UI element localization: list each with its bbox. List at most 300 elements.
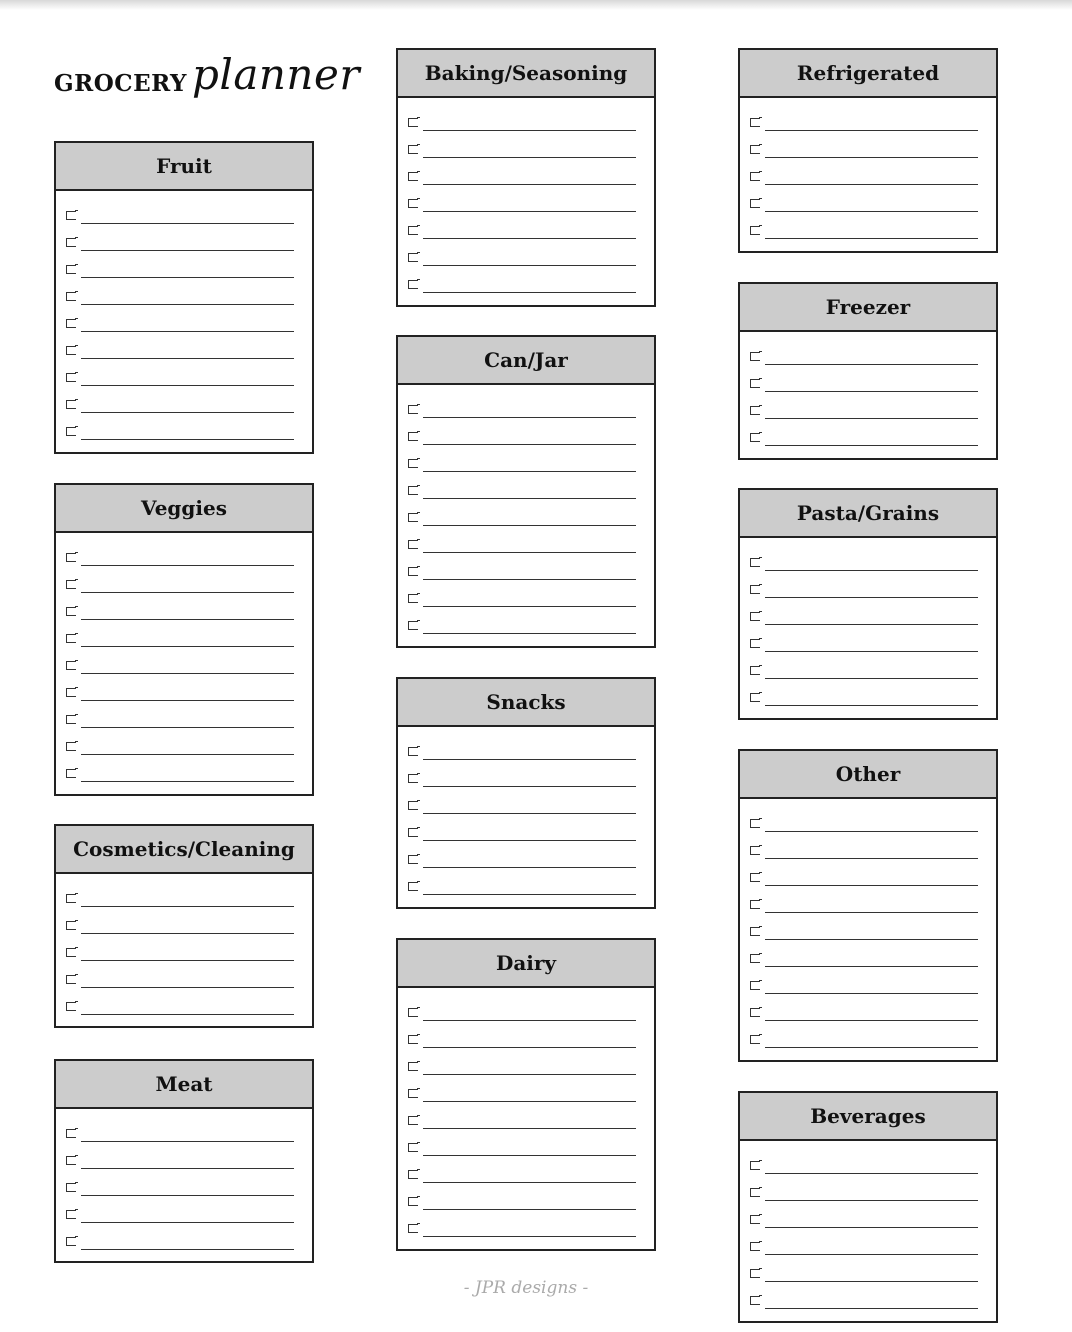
section-header: Refrigerated <box>740 50 996 98</box>
write-line[interactable] <box>81 754 294 755</box>
write-line[interactable] <box>765 157 978 158</box>
section-header: Dairy <box>398 940 654 988</box>
write-line[interactable] <box>81 1141 294 1142</box>
list-item <box>56 624 312 651</box>
write-line[interactable] <box>765 1200 978 1201</box>
write-line[interactable] <box>423 1209 636 1210</box>
checkbox-icon[interactable] <box>408 882 418 891</box>
write-line[interactable] <box>81 304 294 305</box>
list-item <box>398 449 654 476</box>
list-item <box>56 390 312 417</box>
write-line[interactable] <box>423 471 636 472</box>
list-item <box>740 998 996 1025</box>
list-item <box>740 1286 996 1313</box>
checkbox-icon[interactable] <box>66 1156 76 1165</box>
item-list <box>740 1141 996 1313</box>
section-snacks <box>396 677 656 909</box>
list-item <box>740 189 996 216</box>
checkbox-icon[interactable] <box>750 1188 760 1197</box>
write-line[interactable] <box>423 238 636 239</box>
list-item <box>740 396 996 423</box>
write-line[interactable] <box>423 813 636 814</box>
checkbox-icon[interactable] <box>408 1224 418 1233</box>
list-item <box>398 1187 654 1214</box>
section-header: Pasta/Grains <box>740 490 996 538</box>
write-line[interactable] <box>81 673 294 674</box>
list-item <box>398 557 654 584</box>
list-item <box>56 1119 312 1146</box>
list-item <box>398 998 654 1025</box>
write-line[interactable] <box>423 786 636 787</box>
list-item <box>740 1205 996 1232</box>
title-main: GROCERY <box>54 70 187 97</box>
list-item <box>56 1146 312 1173</box>
write-line[interactable] <box>423 184 636 185</box>
checkbox-icon[interactable] <box>408 253 418 262</box>
write-line[interactable] <box>423 498 636 499</box>
write-line[interactable] <box>765 678 978 679</box>
list-item <box>56 543 312 570</box>
list-item <box>398 737 654 764</box>
write-line[interactable] <box>81 1249 294 1250</box>
write-line[interactable] <box>423 552 636 553</box>
write-line[interactable] <box>765 1173 978 1174</box>
section-header: Meat <box>56 1061 312 1109</box>
list-item <box>740 602 996 629</box>
list-item <box>398 1133 654 1160</box>
write-line[interactable] <box>765 831 978 832</box>
list-item <box>740 917 996 944</box>
section-beverages <box>738 1091 998 1323</box>
checkbox-icon[interactable] <box>408 459 418 468</box>
write-line[interactable] <box>81 906 294 907</box>
write-line[interactable] <box>423 894 636 895</box>
checkbox-icon[interactable] <box>66 948 76 957</box>
checkbox-icon[interactable] <box>750 666 760 675</box>
write-line[interactable] <box>765 993 978 994</box>
write-line[interactable] <box>765 939 978 940</box>
checkbox-icon[interactable] <box>750 1215 760 1224</box>
checkbox-icon[interactable] <box>408 405 418 414</box>
list-item <box>398 611 654 638</box>
checkbox-icon[interactable] <box>408 172 418 181</box>
list-item <box>398 216 654 243</box>
write-line[interactable] <box>765 1281 978 1282</box>
checkbox-icon[interactable] <box>408 432 418 441</box>
checkbox-icon[interactable] <box>408 226 418 235</box>
section-header: Veggies <box>56 485 312 533</box>
list-item <box>56 201 312 228</box>
section-header: Cosmetics/Cleaning <box>56 826 312 874</box>
list-item <box>398 243 654 270</box>
section-header: Snacks <box>398 679 654 727</box>
checkbox-icon[interactable] <box>750 352 760 361</box>
list-item <box>56 417 312 444</box>
list-item <box>398 764 654 791</box>
checkbox-icon[interactable] <box>750 954 760 963</box>
checkbox-icon[interactable] <box>750 693 760 702</box>
write-line[interactable] <box>765 184 978 185</box>
list-item <box>740 108 996 135</box>
item-list <box>56 874 312 1019</box>
list-item <box>740 863 996 890</box>
list-item <box>56 732 312 759</box>
checkbox-icon[interactable] <box>66 1183 76 1192</box>
list-item <box>56 282 312 309</box>
write-line[interactable] <box>765 445 978 446</box>
item-list <box>398 727 654 899</box>
write-line[interactable] <box>765 597 978 598</box>
checkbox-icon[interactable] <box>66 400 76 409</box>
checkbox-icon[interactable] <box>750 846 760 855</box>
write-line[interactable] <box>423 525 636 526</box>
list-item <box>398 1106 654 1133</box>
write-line[interactable] <box>81 781 294 782</box>
item-list <box>398 385 654 638</box>
checkbox-icon[interactable] <box>750 873 760 882</box>
checkbox-icon[interactable] <box>66 238 76 247</box>
list-item <box>740 135 996 162</box>
checkbox-icon[interactable] <box>750 199 760 208</box>
checkbox-icon[interactable] <box>66 742 76 751</box>
section-header: Fruit <box>56 143 312 191</box>
checkbox-icon[interactable] <box>750 1269 760 1278</box>
write-line[interactable] <box>81 727 294 728</box>
write-line[interactable] <box>423 292 636 293</box>
list-item <box>740 1025 996 1052</box>
list-item <box>398 270 654 297</box>
checkbox-icon[interactable] <box>66 769 76 778</box>
write-line[interactable] <box>765 1047 978 1048</box>
list-item <box>398 791 654 818</box>
checkbox-icon[interactable] <box>408 1062 418 1071</box>
write-line[interactable] <box>423 130 636 131</box>
write-line[interactable] <box>423 759 636 760</box>
section-can-jar <box>396 335 656 648</box>
write-line[interactable] <box>81 1168 294 1169</box>
list-item <box>56 336 312 363</box>
checkbox-icon[interactable] <box>66 607 76 616</box>
list-item <box>56 651 312 678</box>
write-line[interactable] <box>765 391 978 392</box>
checkbox-icon[interactable] <box>66 265 76 274</box>
list-item <box>398 422 654 449</box>
write-line[interactable] <box>81 987 294 988</box>
write-line[interactable] <box>765 1308 978 1309</box>
write-line[interactable] <box>423 265 636 266</box>
checkbox-icon[interactable] <box>408 486 418 495</box>
write-line[interactable] <box>423 1101 636 1102</box>
list-item <box>398 108 654 135</box>
write-line[interactable] <box>423 1236 636 1237</box>
list-item <box>740 809 996 836</box>
write-line[interactable] <box>423 417 636 418</box>
list-item <box>56 228 312 255</box>
checkbox-icon[interactable] <box>408 1008 418 1017</box>
checkbox-icon[interactable] <box>408 1089 418 1098</box>
section-dairy <box>396 938 656 1251</box>
section-veggies <box>54 483 314 796</box>
list-item <box>56 309 312 336</box>
write-line[interactable] <box>423 1128 636 1129</box>
list-item <box>740 971 996 998</box>
list-item <box>56 992 312 1019</box>
list-item <box>398 1214 654 1241</box>
checkbox-icon[interactable] <box>408 828 418 837</box>
checkbox-icon[interactable] <box>408 747 418 756</box>
list-item <box>740 216 996 243</box>
write-line[interactable] <box>423 444 636 445</box>
list-item <box>398 818 654 845</box>
list-item <box>740 162 996 189</box>
write-line[interactable] <box>765 211 978 212</box>
checkbox-icon[interactable] <box>750 819 760 828</box>
write-line[interactable] <box>81 412 294 413</box>
list-item <box>740 548 996 575</box>
checkbox-icon[interactable] <box>750 1161 760 1170</box>
checkbox-icon[interactable] <box>750 433 760 442</box>
write-line[interactable] <box>765 651 978 652</box>
write-line[interactable] <box>81 1222 294 1223</box>
section-other <box>738 749 998 1062</box>
section-header: Beverages <box>740 1093 996 1141</box>
checkbox-icon[interactable] <box>750 118 760 127</box>
write-line[interactable] <box>765 364 978 365</box>
write-line[interactable] <box>423 840 636 841</box>
write-line[interactable] <box>765 1227 978 1228</box>
list-item <box>740 575 996 602</box>
list-item <box>56 705 312 732</box>
checkbox-icon[interactable] <box>408 118 418 127</box>
list-item <box>740 629 996 656</box>
write-line[interactable] <box>765 966 978 967</box>
write-line[interactable] <box>81 358 294 359</box>
list-item <box>740 342 996 369</box>
checkbox-icon[interactable] <box>408 513 418 522</box>
top-shadow <box>0 0 1072 10</box>
list-item <box>740 656 996 683</box>
checkbox-icon[interactable] <box>750 406 760 415</box>
write-line[interactable] <box>81 700 294 701</box>
list-item <box>740 1151 996 1178</box>
list-item <box>56 884 312 911</box>
write-line[interactable] <box>81 646 294 647</box>
list-item <box>398 1079 654 1106</box>
write-line[interactable] <box>81 385 294 386</box>
checkbox-icon[interactable] <box>66 634 76 643</box>
write-line[interactable] <box>765 858 978 859</box>
write-line[interactable] <box>765 912 978 913</box>
write-line[interactable] <box>765 570 978 571</box>
checkbox-icon[interactable] <box>408 1143 418 1152</box>
write-line[interactable] <box>81 592 294 593</box>
checkbox-icon[interactable] <box>408 774 418 783</box>
write-line[interactable] <box>423 1074 636 1075</box>
checkbox-icon[interactable] <box>750 1035 760 1044</box>
list-item <box>56 570 312 597</box>
checkbox-icon[interactable] <box>750 900 760 909</box>
checkbox-icon[interactable] <box>408 280 418 289</box>
list-item <box>56 1227 312 1254</box>
list-item <box>398 503 654 530</box>
checkbox-icon[interactable] <box>750 612 760 621</box>
list-item <box>56 965 312 992</box>
list-item <box>398 476 654 503</box>
write-line[interactable] <box>423 157 636 158</box>
section-fruit <box>54 141 314 454</box>
checkbox-icon[interactable] <box>408 567 418 576</box>
section-freezer <box>738 282 998 460</box>
write-line[interactable] <box>81 439 294 440</box>
section-baking-seasoning <box>396 48 656 307</box>
checkbox-icon[interactable] <box>408 1116 418 1125</box>
list-item <box>398 845 654 872</box>
checkbox-icon[interactable] <box>66 373 76 382</box>
checkbox-icon[interactable] <box>66 211 76 220</box>
checkbox-icon[interactable] <box>66 1129 76 1138</box>
list-item <box>56 678 312 705</box>
item-list <box>740 98 996 243</box>
write-line[interactable] <box>81 250 294 251</box>
write-line[interactable] <box>81 1014 294 1015</box>
checkbox-icon[interactable] <box>750 585 760 594</box>
checkbox-icon[interactable] <box>750 1008 760 1017</box>
title-script: planner <box>192 50 360 99</box>
checkbox-icon[interactable] <box>750 1296 760 1305</box>
list-item <box>740 890 996 917</box>
list-item <box>740 944 996 971</box>
write-line[interactable] <box>765 238 978 239</box>
checkbox-icon[interactable] <box>750 1242 760 1251</box>
checkbox-icon[interactable] <box>408 1170 418 1179</box>
checkbox-icon[interactable] <box>408 621 418 630</box>
checkbox-icon[interactable] <box>408 1035 418 1044</box>
list-item <box>740 836 996 863</box>
list-item <box>740 1232 996 1259</box>
checkbox-icon[interactable] <box>66 319 76 328</box>
write-line[interactable] <box>423 633 636 634</box>
write-line[interactable] <box>765 885 978 886</box>
list-item <box>56 1173 312 1200</box>
write-line[interactable] <box>81 223 294 224</box>
checkbox-icon[interactable] <box>408 1197 418 1206</box>
checkbox-icon[interactable] <box>66 975 76 984</box>
checkbox-icon[interactable] <box>750 145 760 154</box>
checkbox-icon[interactable] <box>750 226 760 235</box>
section-meat <box>54 1059 314 1263</box>
list-item <box>56 911 312 938</box>
write-line[interactable] <box>81 277 294 278</box>
write-line[interactable] <box>765 418 978 419</box>
write-line[interactable] <box>81 619 294 620</box>
list-item <box>398 530 654 557</box>
write-line[interactable] <box>423 1020 636 1021</box>
write-line[interactable] <box>423 579 636 580</box>
section-cosmetics-cleaning <box>54 824 314 1028</box>
item-list <box>398 98 654 297</box>
checkbox-icon[interactable] <box>66 553 76 562</box>
list-item <box>398 189 654 216</box>
checkbox-icon[interactable] <box>750 558 760 567</box>
write-line[interactable] <box>423 211 636 212</box>
footer-credit: - JPR designs - <box>463 1278 589 1298</box>
list-item <box>740 1259 996 1286</box>
list-item <box>740 683 996 710</box>
checkbox-icon[interactable] <box>66 292 76 301</box>
list-item <box>56 938 312 965</box>
checkbox-icon[interactable] <box>750 639 760 648</box>
section-header: Can/Jar <box>398 337 654 385</box>
checkbox-icon[interactable] <box>750 927 760 936</box>
list-item <box>398 1052 654 1079</box>
checkbox-icon[interactable] <box>66 580 76 589</box>
checkbox-icon[interactable] <box>750 172 760 181</box>
checkbox-icon[interactable] <box>66 921 76 930</box>
list-item <box>56 363 312 390</box>
write-line[interactable] <box>81 933 294 934</box>
write-line[interactable] <box>765 624 978 625</box>
write-line[interactable] <box>423 1155 636 1156</box>
checkbox-icon[interactable] <box>750 981 760 990</box>
write-line[interactable] <box>765 1254 978 1255</box>
write-line[interactable] <box>423 1182 636 1183</box>
item-list <box>56 533 312 786</box>
write-line[interactable] <box>423 867 636 868</box>
section-header: Freezer <box>740 284 996 332</box>
write-line[interactable] <box>765 705 978 706</box>
checkbox-icon[interactable] <box>408 145 418 154</box>
list-item <box>56 597 312 624</box>
section-header: Other <box>740 751 996 799</box>
checkbox-icon[interactable] <box>66 427 76 436</box>
checkbox-icon[interactable] <box>66 346 76 355</box>
list-item <box>398 584 654 611</box>
checkbox-icon[interactable] <box>66 1210 76 1219</box>
checkbox-icon[interactable] <box>66 661 76 670</box>
checkbox-icon[interactable] <box>408 540 418 549</box>
checkbox-icon[interactable] <box>66 894 76 903</box>
checkbox-icon[interactable] <box>66 1002 76 1011</box>
checkbox-icon[interactable] <box>66 688 76 697</box>
item-list <box>56 1109 312 1254</box>
checkbox-icon[interactable] <box>408 594 418 603</box>
section-header: Baking/Seasoning <box>398 50 654 98</box>
write-line[interactable] <box>423 1047 636 1048</box>
item-list <box>740 332 996 450</box>
list-item <box>398 395 654 422</box>
item-list <box>740 799 996 1052</box>
write-line[interactable] <box>81 1195 294 1196</box>
checkbox-icon[interactable] <box>408 855 418 864</box>
list-item <box>740 1178 996 1205</box>
list-item <box>398 872 654 899</box>
checkbox-icon[interactable] <box>408 199 418 208</box>
write-line[interactable] <box>765 130 978 131</box>
checkbox-icon[interactable] <box>408 801 418 810</box>
write-line[interactable] <box>81 565 294 566</box>
list-item <box>56 759 312 786</box>
write-line[interactable] <box>423 606 636 607</box>
write-line[interactable] <box>81 960 294 961</box>
list-item <box>740 369 996 396</box>
checkbox-icon[interactable] <box>750 379 760 388</box>
item-list <box>740 538 996 710</box>
write-line[interactable] <box>765 1020 978 1021</box>
item-list <box>56 191 312 444</box>
checkbox-icon[interactable] <box>66 715 76 724</box>
write-line[interactable] <box>81 331 294 332</box>
checkbox-icon[interactable] <box>66 1237 76 1246</box>
